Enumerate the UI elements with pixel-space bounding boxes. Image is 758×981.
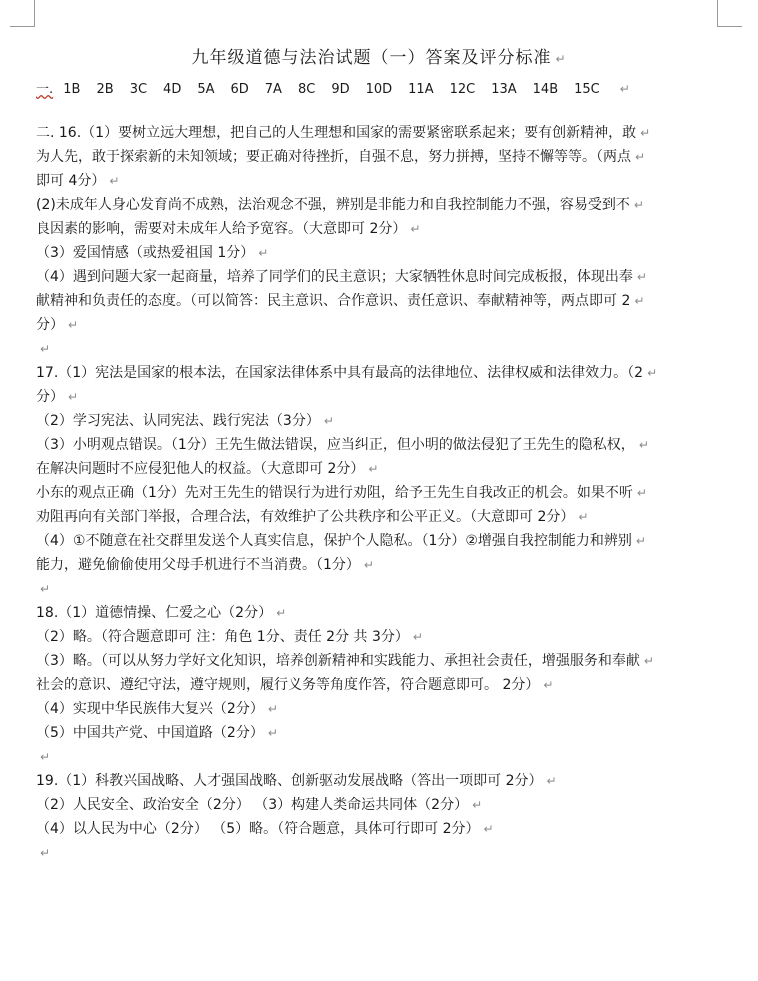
answer-line (36, 265, 728, 289)
answer-line (36, 649, 728, 673)
paragraph-mark-icon: ↵ (635, 150, 646, 164)
answer-line (36, 817, 728, 841)
answer-line-text: 为人先，敢于探索新的未知领域；要正确对待挫折，自强不息，努力拼搏，坚持不懈等等。（两点 (36, 149, 631, 165)
answer-item: 4D (163, 82, 182, 97)
answer-line-text: 17.（1）宪法是国家的根本法，在国家法律体系中具有最高的法律地位、法律权威和法律效力。（2 (36, 365, 644, 381)
answer-line (36, 241, 728, 265)
answer-line (36, 481, 728, 505)
blank-line (36, 841, 728, 865)
answer-line (36, 457, 728, 481)
blank-line (36, 337, 728, 361)
answer-line (36, 145, 728, 169)
answer-item: 3C (129, 82, 148, 97)
paragraph-mark-icon: ↵ (323, 414, 334, 428)
crop-mark-top-left (10, 0, 35, 27)
answer-line-text: （2）学习宪法、认同宪法、践行宪法（3分） (36, 413, 320, 429)
paragraph-mark-icon: ↵ (543, 678, 554, 692)
paragraph-mark-icon: ↵ (267, 702, 278, 716)
paragraph-mark-icon: ↵ (267, 726, 278, 740)
paragraph-mark-icon: ↵ (258, 246, 269, 260)
answer-item: 15C (574, 82, 600, 97)
paragraph-mark-icon: ↵ (619, 82, 630, 96)
choice-answers-row (36, 77, 630, 102)
answer-line-text: 劝阻再向有关部门举报，合理合法，有效维护了公共秩序和公平正义。（大意即可 2分） (36, 509, 575, 525)
page-title-text: 九年级道德与法治试题（一）答案及评分标准 (191, 48, 552, 68)
answer-line (36, 505, 728, 529)
answer-line-text: （3）小明观点错误。（1分）王先生做法错误，应当纠正，但小明的做法侵犯了王先生的隐私权， (36, 437, 635, 453)
answer-line-text: （3）爱国情感（或热爱祖国 1分） (36, 245, 255, 261)
answer-line (36, 313, 728, 337)
paragraph-mark-icon: ↵ (636, 270, 647, 284)
answer-line (36, 793, 728, 817)
answer-line (36, 553, 728, 577)
answer-line (36, 409, 728, 433)
crop-mark-top-right (717, 0, 742, 27)
answer-line (36, 217, 728, 241)
answer-line-text: （3）略。（可以从努力学好文化知识，培养创新精神和实践能力、承担社会责任，增强服务和奉献 (36, 653, 640, 669)
answer-line-text: 18.（1）道德情操、仁爱之心（2分） (36, 605, 273, 621)
answer-item: 7A (264, 82, 282, 97)
paragraph-mark-icon: ↵ (555, 52, 567, 66)
answer-item: 10D (365, 82, 393, 97)
answer-item: 6D (230, 82, 249, 97)
answer-line-text: 即可 4分） (36, 173, 106, 189)
paragraph-mark-icon: ↵ (635, 534, 646, 548)
paragraph-mark-icon: ↵ (363, 558, 374, 572)
paragraph-mark-icon: ↵ (40, 750, 51, 764)
answer-line (36, 769, 728, 793)
paragraph-mark-icon: ↵ (647, 366, 658, 380)
answer-line (36, 121, 728, 145)
paragraph-mark-icon: ↵ (483, 822, 494, 836)
answer-item: 1B (63, 82, 81, 97)
blank-line (36, 745, 728, 769)
paragraph-mark-icon: ↵ (412, 630, 423, 644)
answer-line-text: 能力，避免偷偷使用父母手机进行不当消费。（1分） (36, 557, 360, 573)
answer-line-text: 小东的观点正确（1分）先对王先生的错误行为进行劝阻，给予王先生自我改正的机会。如果不听 (36, 485, 633, 501)
answer-line (36, 193, 728, 217)
paragraph-mark-icon: ↵ (68, 390, 79, 404)
answer-line (36, 433, 728, 457)
paragraph-mark-icon: ↵ (472, 798, 483, 812)
answer-line (36, 601, 728, 625)
answer-line-text: （2）略。（符合题意即可 注：角色 1分、责任 2分 共 3分） (36, 629, 409, 645)
answer-list (63, 82, 615, 97)
answer-line-text: （4）以人民为中心（2分） （5）略。（符合题意，具体可行即可 2分） (36, 821, 480, 837)
answer-line (36, 361, 728, 385)
paragraph-mark-icon: ↵ (634, 294, 645, 308)
page-title (0, 43, 758, 68)
answer-line-text: （5）中国共产党、中国道路（2分） (36, 725, 264, 741)
answer-line-text: （4）实现中华民族伟大复兴（2分） (36, 701, 264, 717)
paragraph-mark-icon: ↵ (109, 174, 120, 188)
answer-line-text: 社会的意识、遵纪守法，遵守规则，履行义务等角度作答，符合题意即可。 2分） (36, 677, 540, 693)
paragraph-mark-icon: ↵ (546, 774, 557, 788)
answer-item: 5A (197, 82, 215, 97)
answer-line-text: （2）人民安全、政治安全（2分） （3）构建人类命运共同体（2分） (36, 797, 469, 813)
paragraph-mark-icon: ↵ (40, 846, 51, 860)
paragraph-mark-icon: ↵ (633, 198, 644, 212)
paragraph-mark-icon: ↵ (410, 222, 421, 236)
paragraph-mark-icon: ↵ (636, 486, 647, 500)
answer-line (36, 721, 728, 745)
answer-line-text: 19.（1）科教兴国战略、人才强国战略、创新驱动发展战略（答出一项即可 2分） (36, 773, 543, 789)
paragraph-mark-icon: ↵ (578, 510, 589, 524)
answer-item: 11A (408, 82, 434, 97)
paragraph-mark-icon: ↵ (68, 318, 79, 332)
answer-item: 9D (331, 82, 350, 97)
answer-line-text: 在解决问题时不应侵犯他人的权益。（大意即可 2分） (36, 461, 365, 477)
answer-line-text: 分） (36, 317, 64, 333)
answer-item: 2B (96, 82, 114, 97)
answer-line-text: (2)未成年人身心发育尚不成熟，法治观念不强，辨别是非能力和自我控制能力不强，容易受到不 (36, 197, 630, 213)
answer-line-text: （4）①不随意在社交群里发送个人真实信息，保护个人隐私。（1分）②增强自我控制能力和辨别 (36, 533, 632, 549)
paragraph-mark-icon: ↵ (276, 606, 287, 620)
answer-line (36, 673, 728, 697)
paragraph-mark-icon: ↵ (643, 654, 654, 668)
paragraph-mark-icon: ↵ (368, 462, 379, 476)
answer-line (36, 385, 728, 409)
answer-line (36, 625, 728, 649)
answer-line (36, 529, 728, 553)
section-one-label: 一. (36, 82, 54, 97)
answer-line-text: 二. 16.（1）要树立远大理想，把自己的人生理想和国家的需要紧密联系起来；要有创新精神，敢 (36, 125, 637, 141)
answer-line (36, 289, 728, 313)
paragraph-mark-icon: ↵ (40, 582, 51, 596)
blank-line (36, 577, 728, 601)
answer-line (36, 697, 728, 721)
answer-line-text: 良因素的影响，需要对未成年人给予宽容。（大意即可 2分） (36, 221, 407, 237)
answer-line-text: （4）遇到问题大家一起商量，培养了同学们的民主意识；大家牺牲休息时间完成板报，体现出奉 (36, 269, 633, 285)
answer-item: 8C (297, 82, 316, 97)
answer-line-text: 分） (36, 389, 64, 405)
paragraph-mark-icon: ↵ (640, 126, 651, 140)
paragraph-mark-icon: ↵ (638, 438, 649, 452)
answer-item: 12C (449, 82, 476, 97)
answer-line-text: 献精神和负责任的态度。（可以简答：民主意识、合作意识、责任意识、奉献精神等，两点即可 2 (36, 293, 631, 309)
answer-line (36, 169, 728, 193)
answer-item: 14B (532, 82, 559, 97)
paragraph-mark-icon: ↵ (40, 342, 51, 356)
answer-item: 13A (491, 82, 517, 97)
